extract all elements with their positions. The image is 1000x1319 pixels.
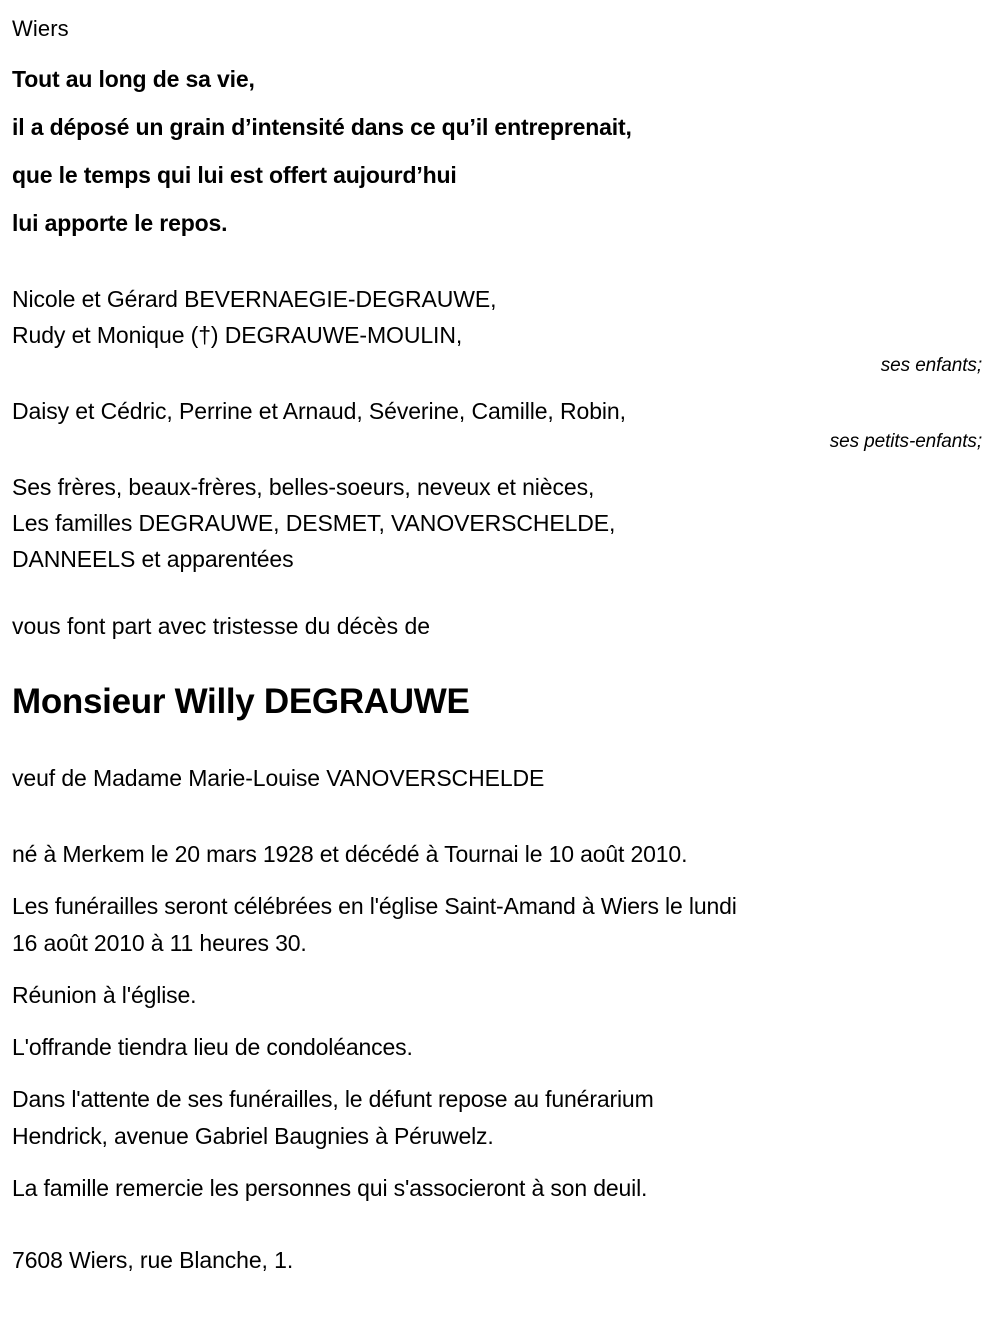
detail-paragraph-birth-death xyxy=(12,836,990,873)
deceased-name: Monsieur Willy DEGRAUWE xyxy=(12,682,470,721)
detail-paragraph-offering xyxy=(12,1029,990,1066)
detail-line: né à Merkem le 20 mars 1928 et décédé à Tournai le 10 août 2010. xyxy=(12,841,688,867)
detail-line: Hendrick, avenue Gabriel Baugnies à Péruwelz. xyxy=(12,1123,494,1149)
announcement-line xyxy=(12,609,990,643)
detail-line: Réunion à l'église. xyxy=(12,982,197,1008)
family-address xyxy=(12,1243,990,1277)
survivor-line: DANNEELS et apparentées xyxy=(12,546,294,572)
survivors-caption: ses enfants; xyxy=(880,355,982,376)
survivor-line: Daisy et Cédric, Perrine et Arnaud, Séverine, Camille, Robin, xyxy=(12,398,626,424)
announcement-text: vous font part avec tristesse du décès de xyxy=(12,613,431,639)
survivors-group-children xyxy=(12,281,990,379)
survivors-group-grandchildren xyxy=(12,393,990,455)
spouse-line: veuf de Madame Marie-Louise VANOVERSCHELDE xyxy=(12,765,545,791)
detail-line: La famille remercie les personnes qui s'associeront à son deuil. xyxy=(12,1175,648,1201)
detail-paragraph-gathering xyxy=(12,977,990,1014)
survivors-group-relatives xyxy=(12,469,990,577)
survivors-caption: ses petits-enfants; xyxy=(829,431,982,452)
verse-line: que le temps qui lui est offert aujourd’hui xyxy=(12,162,457,188)
detail-line: 16 août 2010 à 11 heures 30. xyxy=(12,930,307,956)
memorial-verse xyxy=(12,55,990,247)
verse-line: il a déposé un grain d’intensité dans ce qu’il entreprenait, xyxy=(12,114,632,140)
detail-paragraph-funeral-service xyxy=(12,888,990,962)
survivors-block xyxy=(12,281,990,577)
detail-line: L'offrande tiendra lieu de condoléances. xyxy=(12,1034,413,1060)
locality-line: Wiers xyxy=(12,16,69,41)
detail-line: Les funérailles seront célébrées en l'église Saint-Amand à Wiers le lundi xyxy=(12,893,737,919)
survivor-line: Nicole et Gérard BEVERNAEGIE-DEGRAUWE, xyxy=(12,286,497,312)
survivor-line: Rudy et Monique (†) DEGRAUWE-MOULIN, xyxy=(12,322,463,348)
survivor-line: Les familles DEGRAUWE, DESMET, VANOVERSCHELDE, xyxy=(12,510,616,536)
detail-line: Dans l'attente de ses funérailles, le défunt repose au funérarium xyxy=(12,1086,654,1112)
detail-paragraph-funeral-home xyxy=(12,1081,990,1155)
verse-line: Tout au long de sa vie, xyxy=(12,66,255,92)
detail-paragraph-thanks xyxy=(12,1170,990,1207)
survivor-line: Ses frères, beaux-frères, belles-soeurs, neveux et nièces, xyxy=(12,474,595,500)
funeral-details xyxy=(12,836,990,1207)
address-text: 7608 Wiers, rue Blanche, 1. xyxy=(12,1247,294,1273)
verse-line: lui apporte le repos. xyxy=(12,210,228,236)
